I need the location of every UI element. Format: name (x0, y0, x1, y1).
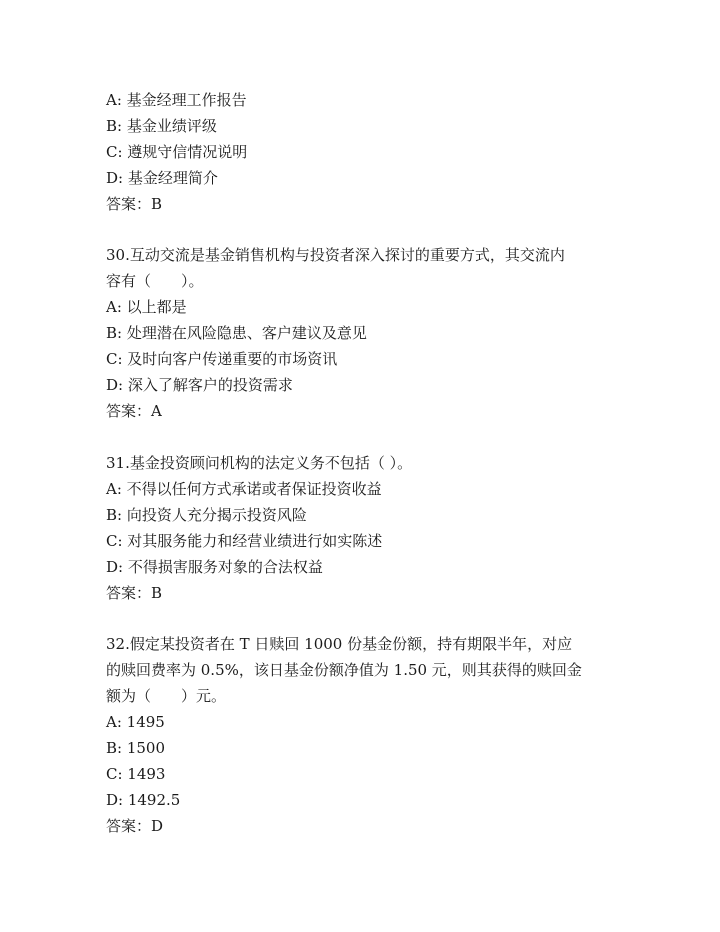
option-a: A: 1495 (106, 713, 165, 731)
option-c: C: 对其服务能力和经营业绩进行如实陈述 (106, 532, 383, 550)
answer-line: 答案：B (106, 584, 163, 602)
option-b: B: 1500 (106, 739, 166, 757)
option-b: B: 处理潜在风险隐患、客户建议及意见 (106, 324, 367, 342)
question-31-text: 31.基金投资顾问机构的法定义务不包括（ ）。 (106, 454, 413, 472)
option-a: A: 以上都是 (106, 298, 187, 316)
option-b: B: 基金业绩评级 (106, 117, 217, 135)
option-c: C: 遵规守信情况说明 (106, 143, 248, 161)
question-30-text-cont: 容有（ ）。 (106, 272, 204, 290)
option-a: A: 基金经理工作报告 (106, 91, 247, 109)
answer-line: 答案：A (106, 402, 162, 420)
answer-line: 答案：D (106, 817, 164, 835)
option-c: C: 1493 (106, 765, 166, 783)
question-32-text: 32.假定某投资者在 T 日赎回 1000 份基金份额，持有期限半年，对应 (106, 635, 573, 653)
option-d: D: 深入了解客户的投资需求 (106, 376, 293, 394)
option-d: D: 不得损害服务对象的合法权益 (106, 558, 323, 576)
question-32-text-cont: 的赎回费率为 0.5%，该日基金份额净值为 1.50 元，则其获得的赎回金 (106, 661, 582, 679)
option-c: C: 及时向客户传递重要的市场资讯 (106, 350, 338, 368)
question-30-text: 30.互动交流是基金销售机构与投资者深入探讨的重要方式，其交流内 (106, 246, 565, 264)
option-d: D: 1492.5 (106, 791, 181, 809)
question-32-text-cont: 额为（ ）元。 (106, 687, 227, 705)
answer-line: 答案：B (106, 195, 163, 213)
option-b: B: 向投资人充分揭示投资风险 (106, 506, 307, 524)
option-a: A: 不得以任何方式承诺或者保证投资收益 (106, 480, 382, 498)
option-d: D: 基金经理简介 (106, 169, 218, 187)
